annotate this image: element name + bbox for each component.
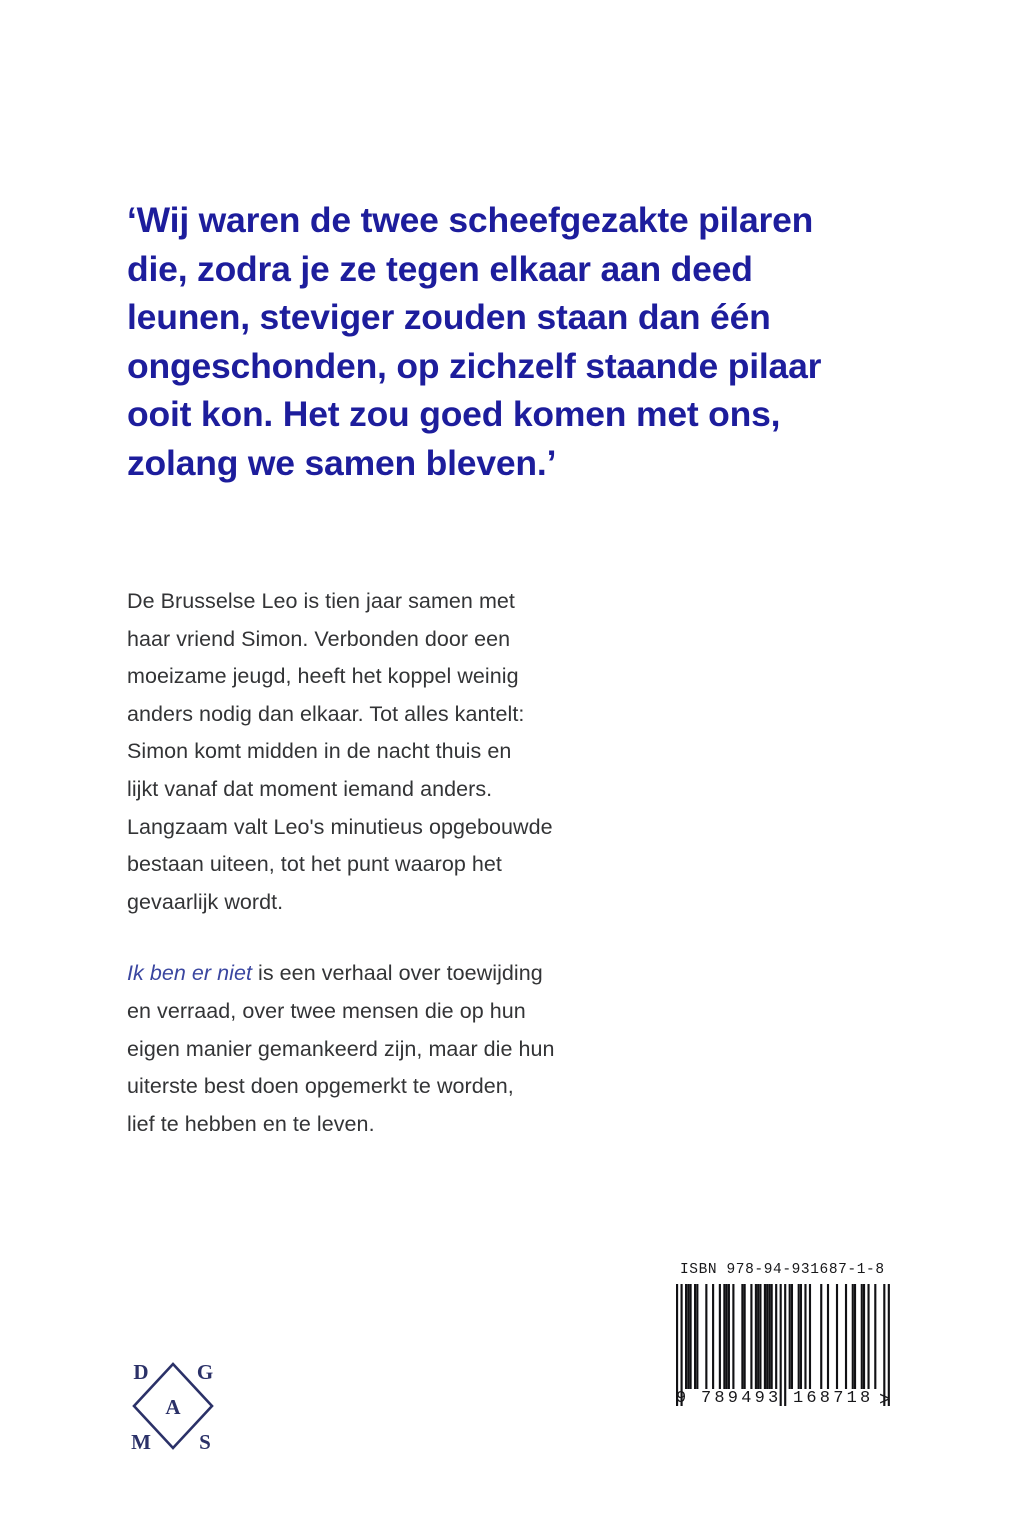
blurb-paragraph-two: [127, 955, 687, 1143]
blurb-line: [127, 955, 687, 993]
logo-letter-d: D: [133, 1360, 149, 1384]
blurb-line: Langzaam valt Leo's minutieus opgebouwde: [127, 814, 553, 839]
logo-letter-m: M: [131, 1430, 151, 1454]
das-mag-diamond-icon: [124, 1352, 222, 1460]
pull-quote: [127, 196, 867, 487]
blurb-line: lief te hebben en te leven.: [127, 1111, 375, 1136]
isbn-label: ISBN 978-94-931687-1-8: [680, 1262, 885, 1278]
logo-letter-s: S: [199, 1430, 211, 1454]
blurb-text: [127, 583, 687, 1143]
barcode-block: [676, 1262, 890, 1411]
ean-lead-digit: 9: [676, 1389, 687, 1408]
blurb-paragraph-one: [127, 583, 687, 921]
ean13-barcode-icon: [676, 1284, 890, 1406]
ean-digits: [676, 1389, 890, 1411]
blurb-line: Simon komt midden in de nacht thuis en: [127, 739, 512, 764]
blurb-line: moeizame jeugd, heeft het koppel weinig: [127, 664, 519, 689]
pull-quote-line: zolang we samen bleven.’: [127, 442, 557, 483]
blurb-line: De Brusselse Leo is tien jaar samen met: [127, 589, 515, 613]
logo-letter-a: A: [165, 1395, 181, 1419]
ean-left-group: 789493: [701, 1389, 782, 1408]
pull-quote-line: ooit kon. Het zou goed komen met ons,: [127, 394, 781, 434]
pull-quote-line: leunen, steviger zouden staan dan één: [127, 297, 771, 337]
blurb-line: lijkt vanaf dat moment iemand anders.: [127, 776, 493, 801]
ean-tail-symbol: >: [879, 1389, 891, 1411]
book-title-italic: Ik ben er niet: [127, 961, 252, 986]
blurb-line: en verraad, over twee mensen die op hun: [127, 998, 526, 1023]
pull-quote-line: ‘Wij waren de twee scheefgezakte pilaren: [127, 200, 814, 240]
blurb-line: uiterste best doen opgemerkt te worden,: [127, 1074, 514, 1099]
ean-right-group: 168718: [793, 1389, 874, 1408]
pull-quote-line: ongeschonden, op zichzelf staande pilaar: [127, 345, 822, 386]
publisher-logo: [124, 1352, 222, 1460]
logo-letter-g: G: [196, 1360, 214, 1384]
blurb-line-remainder: is een verhaal over toewijding: [252, 961, 543, 986]
blurb-line: anders nodig dan elkaar. Tot alles kantelt:: [127, 701, 525, 726]
blurb-line: haar vriend Simon. Verbonden door een: [127, 626, 511, 651]
blurb-line: eigen manier gemankeerd zijn, maar die hun: [127, 1036, 555, 1061]
blurb-line: gevaarlijk wordt.: [127, 889, 284, 914]
pull-quote-line: die, zodra je ze tegen elkaar aan deed: [127, 248, 753, 289]
blurb-line: bestaan uiteen, tot het punt waarop het: [127, 852, 502, 877]
